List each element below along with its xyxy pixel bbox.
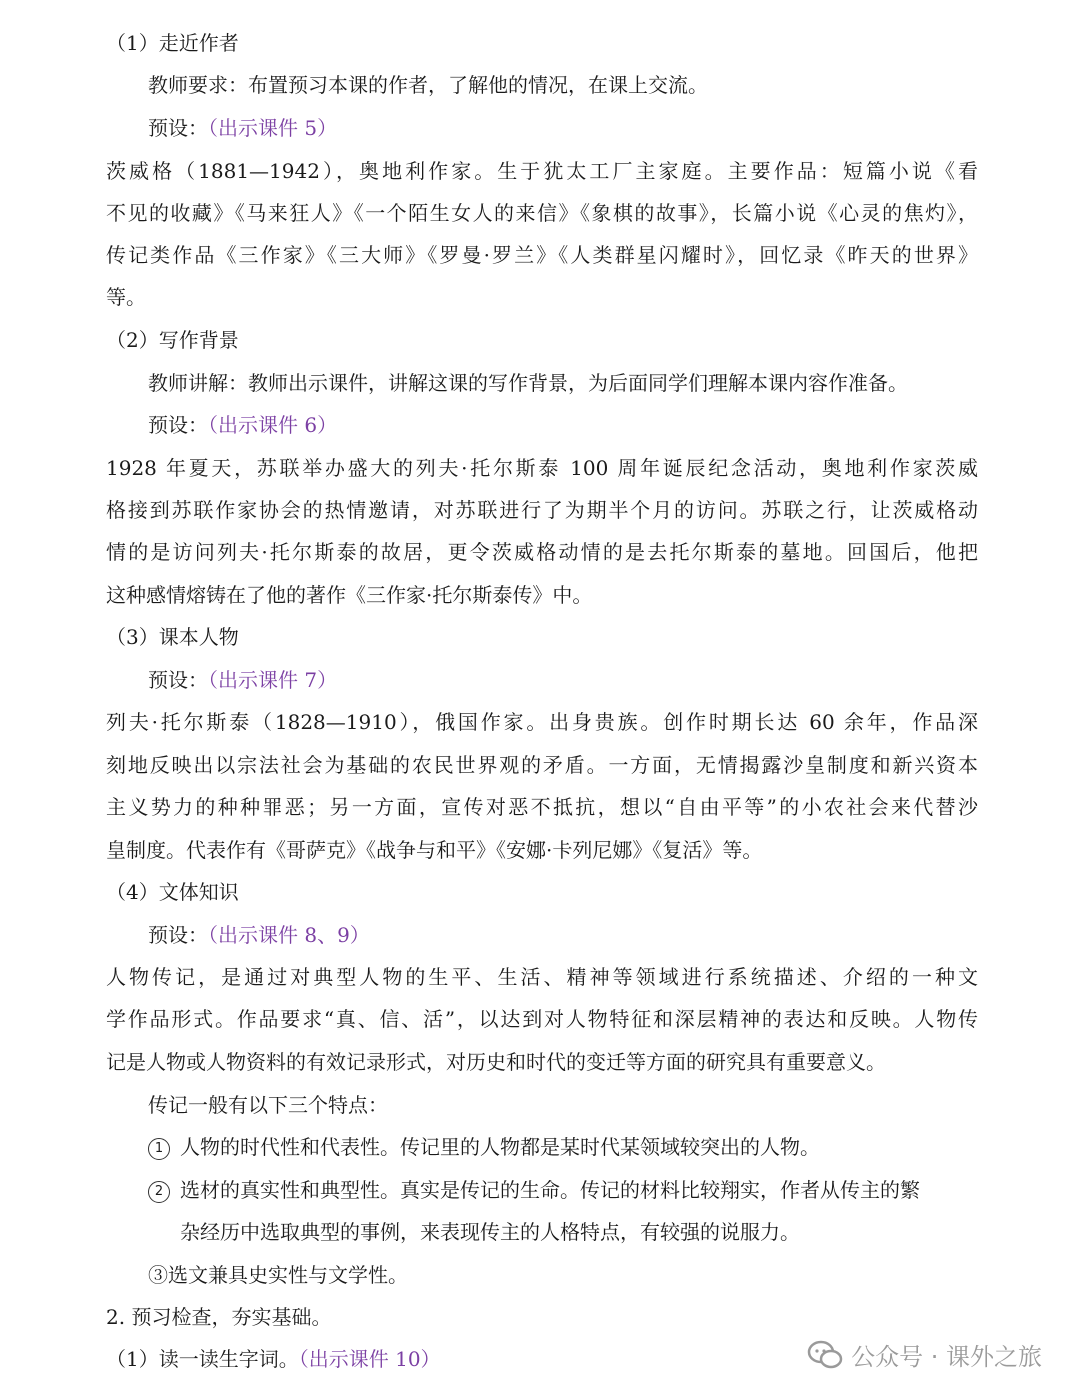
author-text-line: 传记类作品《三作家》《三大师》《罗曼·罗兰》《人类群星闪耀时》，回忆录《昨天的世界》 xyxy=(106,243,978,267)
preset-label: 预设： xyxy=(148,116,208,140)
genre-text-line: 学作品形式。作品要求“真、信、活”，以达到对人物特征和深层精神的表达和反映。人物传 xyxy=(106,1007,978,1031)
background-text-line: 1928 年夏天，苏联举办盛大的列夫·托尔斯泰 100 周年诞辰纪念活动，奥地利作家茨威 xyxy=(106,456,978,480)
watermark-text: 公众号 · 课外之旅 xyxy=(851,1343,1042,1371)
sub-heading-text: （1）读一读生字词。 xyxy=(106,1347,299,1371)
preset-line-2 xyxy=(148,410,1080,440)
teacher-explanation: 教师讲解：教师出示课件，讲解这课的写作背景，为后面同学们理解本课内容作准备。 xyxy=(148,371,908,395)
character-text-line: 刻地反映出以宗法社会为基础的农民世界观的矛盾。一方面，无情揭露沙皇制度和新兴资本 xyxy=(106,753,978,777)
character-text-line: 主义势力的种种罪恶；另一方面，宣传对恶不抵抗，想以“自由平等”的小农社会来代替沙 xyxy=(106,795,978,819)
section-2-heading: （2）写作背景 xyxy=(106,328,239,352)
preset-line-1 xyxy=(148,113,1080,143)
background-text-line: 这种感情熔铸在了他的著作《三作家·托尔斯泰传》中。 xyxy=(106,583,593,607)
preset-line-4 xyxy=(148,920,1080,950)
feature-2-text: 选材的真实性和典型性。真实是传记的生命。传记的材料比较翔实，作者从传主的繁 xyxy=(180,1178,920,1202)
background-text-line: 格接到苏联作家协会的热情邀请，对苏联进行了为期半个月的访问。苏联之行，让茨威格动 xyxy=(106,498,978,522)
author-text-line: 等。 xyxy=(106,285,146,309)
author-text-line: 不见的收藏》《马来狂人》《一个陌生女人的来信》《象棋的故事》，长篇小说《心灵的焦灼》， xyxy=(106,201,978,225)
genre-text-line: 人物传记，是通过对典型人物的生平、生活、精神等领域进行系统描述、介绍的一种文 xyxy=(106,965,978,989)
features-intro: 传记一般有以下三个特点： xyxy=(148,1093,388,1117)
preset-label: 预设： xyxy=(148,413,208,437)
courseware-link-8-9[interactable]: （出示课件 8、9） xyxy=(208,923,370,947)
preset-label: 预设： xyxy=(148,668,208,692)
number-1-badge: 1 xyxy=(148,1138,170,1160)
feature-1 xyxy=(148,1132,1080,1162)
character-text-line: 列夫·托尔斯泰（1828—1910），俄国作家。出身贵族。创作时期长达 60 余年，作品深 xyxy=(106,710,978,734)
section-4-heading: （4）文体知识 xyxy=(106,880,239,904)
part-2-heading: 2. 预习检查，夯实基础。 xyxy=(106,1305,332,1329)
preset-line-3 xyxy=(148,665,1080,695)
teacher-requirement: 教师要求：布置预习本课的作者，了解他的情况，在课上交流。 xyxy=(148,73,708,97)
wechat-icon xyxy=(807,1340,843,1370)
character-text-line: 皇制度。代表作有《哥萨克》《战争与和平》《安娜·卡列尼娜》《复活》等。 xyxy=(106,838,763,862)
feature-2 xyxy=(148,1175,1080,1205)
feature-3: ③选文兼具史实性与文学性。 xyxy=(148,1263,408,1287)
preset-label: 预设： xyxy=(148,923,208,947)
watermark xyxy=(807,1337,1042,1372)
feature-1-text: 人物的时代性和代表性。传记里的人物都是某时代某领域较突出的人物。 xyxy=(180,1135,820,1159)
background-text-line: 情的是访问列夫·托尔斯泰的故居，更令茨威格动情的是去托尔斯泰的墓地。回国后，他把 xyxy=(106,540,978,564)
section-3-heading: （3）课本人物 xyxy=(106,625,239,649)
feature-2-continued: 杂经历中选取典型的事例，来表现传主的人格特点，有较强的说服力。 xyxy=(180,1220,800,1244)
author-text-line: 茨威格（1881—1942），奥地利作家。生于犹太工厂主家庭。主要作品：短篇小说《看 xyxy=(106,159,978,183)
courseware-link-7[interactable]: （出示课件 7） xyxy=(208,668,338,692)
genre-text-line: 记是人物或人物资料的有效记录形式，对历史和时代的变迁等方面的研究具有重要意义。 xyxy=(106,1050,886,1074)
courseware-link-10[interactable]: （出示课件 10） xyxy=(298,1347,441,1371)
courseware-link-5[interactable]: （出示课件 5） xyxy=(208,116,338,140)
section-1-heading: （1）走近作者 xyxy=(106,31,239,55)
courseware-link-6[interactable]: （出示课件 6） xyxy=(208,413,338,437)
number-2-badge: 2 xyxy=(148,1181,170,1203)
